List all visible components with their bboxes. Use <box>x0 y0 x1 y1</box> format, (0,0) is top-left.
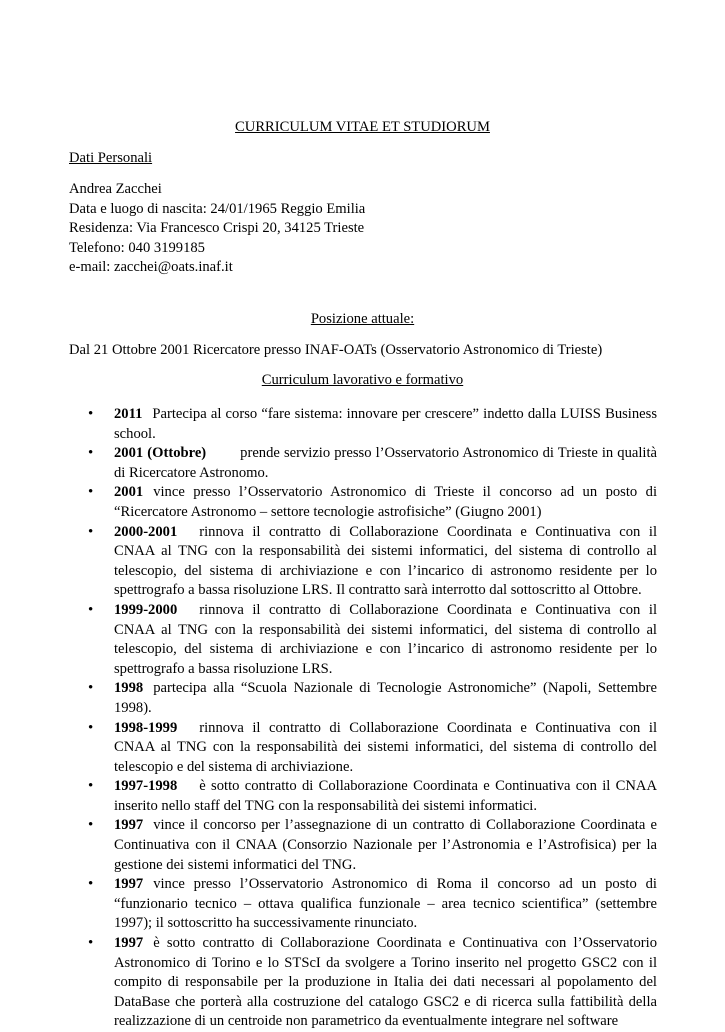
entry-year: 2001 (Ottobre) <box>114 445 207 462</box>
timeline-entry <box>0 719 657 778</box>
entry-year: 1997 <box>114 876 144 893</box>
entry-year: 1997-1998 <box>114 778 178 795</box>
bullet-icon: • <box>88 719 94 736</box>
bullet-icon: • <box>88 445 94 462</box>
entry-year: 1998 <box>114 680 144 697</box>
personal-birth: Data e luogo di nascita: 24/01/1965 Reggio Emilia <box>69 200 366 217</box>
timeline-entry <box>0 444 657 483</box>
entry-year: 2000-2001 <box>114 523 178 540</box>
timeline-entry <box>0 777 657 816</box>
entry-year: 2011 <box>114 406 143 422</box>
personal-details <box>69 180 365 278</box>
entry-year: 1997 <box>114 817 144 834</box>
bullet-icon: • <box>88 406 94 422</box>
entry-text: rinnova il contratto di Collaborazione Coordinata e Continuativa con il CNAA al TNG con la responsabilità dei sistemi informatici, del sistema di controllo del telescopio e del sistema di archiviazione. <box>114 719 657 775</box>
entry-text: rinnova il contratto di Collaborazione Coordinata e Continuativa con il CNAA al TNG con la responsabilità dei sistemi informatici, del sistema di controllo al telescopio, del sistema di archiviazione e con l’incarico di astronomo residente per lo spettrografo a bassa risoluzione LRS. Il contratto sarà interrotto dal sottoscritto al Ottobre. <box>114 523 657 599</box>
entry-text: rinnova il contratto di Collaborazione Coordinata e Continuativa con il CNAA al TNG con la responsabilità dei sistemi informatici, del sistema di controllo al telescopio, del sistema di archiviazione e con l’incarico di astronomo residente per lo spettrografo a bassa risoluzione LRS. <box>114 601 657 677</box>
bullet-icon: • <box>88 817 94 834</box>
current-position-heading: Posizione attuale: <box>310 311 415 327</box>
entry-year: 1997 <box>114 935 144 952</box>
entry-text: è sotto contratto di Collaborazione Coordinata e Continuativa con il CNAA inserito nello staff del TNG con la responsabilità dei sistemi informatici. <box>114 778 657 814</box>
personal-phone: Telefono: 040 3199185 <box>69 239 205 256</box>
timeline-entry <box>0 679 657 718</box>
career-timeline <box>0 405 725 1032</box>
bullet-icon: • <box>88 935 94 952</box>
entry-text: partecipa alla “Scuola Nazionale di Tecnologie Astronomiche” (Napoli, Settembre 1998). <box>114 680 657 716</box>
timeline-entry <box>0 875 657 934</box>
bullet-icon: • <box>88 523 94 540</box>
entry-year: 1998-1999 <box>114 719 178 736</box>
entry-text: vince presso l’Osservatorio Astronomico di Roma il concorso ad un posto di “funzionario tecnico – ottava qualifica funzionale – area tecnico scientifica” (settembre 1997); il sottoscritto ha successivamente rinunciato. <box>114 876 657 932</box>
timeline-entry <box>0 816 657 875</box>
timeline-entry <box>0 601 657 679</box>
entry-year: 1999-2000 <box>114 601 178 618</box>
personal-section-title: Dati Personali <box>69 150 153 166</box>
entry-text: prende servizio presso l’Osservatorio Astronomico di Trieste in qualità di Ricercatore Astronomo. <box>114 445 658 481</box>
career-heading: Curriculum lavorativo e formativo <box>261 372 464 388</box>
entry-text: è sotto contratto di Collaborazione Coordinata e Continuativa con l’Osservatorio Astronomico di Torino e lo STScI da svolgere a Torino inserito nel progetto GSC2 con il compito di responsabile per la produzione in Italia dei dati necessari al popolamento del DataBase che porterà alla costruzione del catalogo GSC2 e di ricerca sulla fattibilità della realizzazione di un centroide non parametrico da eventualmente integrare nel software <box>114 935 657 1030</box>
personal-name: Andrea Zacchei <box>69 181 162 197</box>
bullet-icon: • <box>88 484 94 501</box>
bullet-icon: • <box>88 601 94 618</box>
bullet-icon: • <box>88 778 94 795</box>
timeline-entry <box>0 523 657 601</box>
timeline-entry <box>0 934 657 1032</box>
bullet-icon: • <box>88 680 94 697</box>
entry-text: vince presso l’Osservatorio Astronomico di Trieste il concorso ad un posto di “Ricercatore Astronomo – settore tecnologie astrofisiche” (Giugno 2001) <box>114 484 657 520</box>
personal-residence: Residenza: Via Francesco Crispi 20, 34125 Trieste <box>69 220 365 237</box>
entry-text: vince il concorso per l’assegnazione di un contratto di Collaborazione Coordinata e Continuativa con il CNAA (Consorzio Nazionale per l’Astronomia e l’Astrofisica) per la gestione dei sistemi informatici del TNG. <box>114 817 657 873</box>
timeline-entry <box>0 405 657 444</box>
current-position-text: Dal 21 Ottobre 2001 Ricercatore presso INAF-OATs (Osservatorio Astronomico di Trieste) <box>69 342 603 358</box>
document-title: CURRICULUM VITAE ET STUDIORUM <box>235 119 490 135</box>
entry-text: Partecipa al corso “fare sistema: innovare per crescere” indetto dalla LUISS Business school. <box>114 406 657 442</box>
personal-email: e-mail: zacchei@oats.inaf.it <box>69 259 233 276</box>
bullet-icon: • <box>88 876 94 893</box>
timeline-entry <box>0 483 657 522</box>
entry-year: 2001 <box>114 484 144 501</box>
